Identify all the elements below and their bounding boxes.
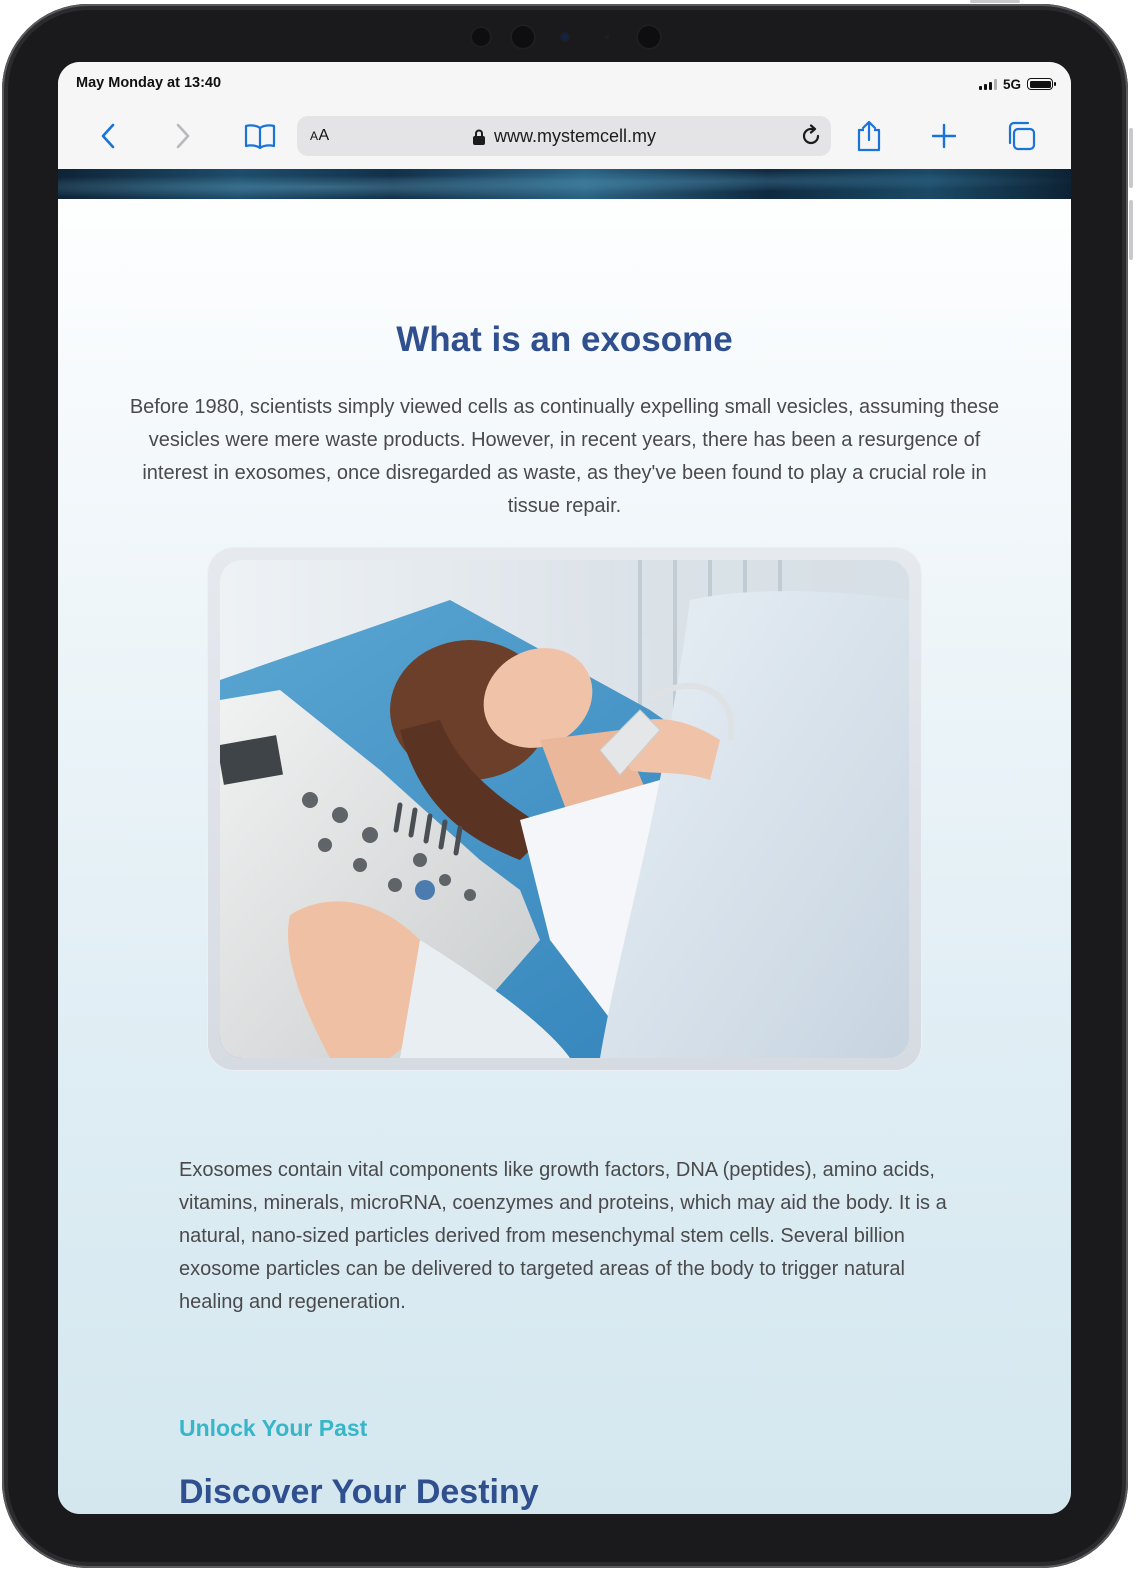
status-time: May Monday at 13:40 xyxy=(76,75,222,91)
page-settings-button[interactable]: AA xyxy=(310,127,330,144)
tabs-icon xyxy=(1006,121,1036,151)
share-icon xyxy=(856,120,882,152)
chevron-right-icon xyxy=(175,123,191,149)
lock-icon xyxy=(472,128,486,146)
section-title: What is an exosome xyxy=(396,320,733,359)
camera-housing xyxy=(464,22,674,52)
exosome-description: Exosomes contain vital components like growth factors, DNA (peptides), amino acids, vitamins, minerals, microRNA, coenzymes and proteins, which may aid the body. It is a natural, nano-sized particles derived from mesenchymal stem cells. Several billion exosome particles can be delivered to targeted areas of the body to trigger natural healing and regeneration. xyxy=(179,1159,947,1313)
address-bar[interactable] xyxy=(297,116,831,156)
screen xyxy=(58,62,1071,1514)
reload-button[interactable] xyxy=(799,124,823,153)
volume-down-button xyxy=(1129,200,1133,260)
back-button[interactable] xyxy=(88,117,128,155)
browser-toolbar xyxy=(58,106,1071,170)
reload-icon xyxy=(799,124,823,148)
hero-banner-edge xyxy=(58,169,1071,199)
url-text: www.mystemcell.my xyxy=(494,126,657,146)
section-kicker: Unlock Your Past xyxy=(179,1415,368,1441)
status-indicators xyxy=(979,76,1053,92)
tabs-overview-button[interactable] xyxy=(1001,117,1041,155)
new-tab-button[interactable] xyxy=(924,117,964,155)
forward-button[interactable] xyxy=(163,117,203,155)
network-type: 5G xyxy=(1002,76,1021,92)
book-icon xyxy=(244,123,276,149)
section-heading: Discover Your Destiny xyxy=(179,1473,539,1511)
battery-icon xyxy=(1027,78,1053,90)
chevron-left-icon xyxy=(100,123,116,149)
bookmarks-button[interactable] xyxy=(240,117,280,155)
image-frame xyxy=(208,548,921,1070)
status-bar xyxy=(58,62,1071,106)
signal-icon xyxy=(979,79,997,90)
web-page xyxy=(58,169,1071,1514)
intro-paragraph: Before 1980, scientists simply viewed cells as continually expelling small vesicles, assuming these vesicles were mere waste products. However, in recent years, there has been a resurgence of interest in exosomes, once disregarded as waste, as they've been found to play a crucial role in tissue repair. xyxy=(129,396,1000,517)
plus-icon xyxy=(931,123,957,149)
volume-up-button xyxy=(1129,128,1133,188)
share-button[interactable] xyxy=(849,117,889,155)
ultrasound-photo xyxy=(220,560,909,1058)
top-button xyxy=(970,0,1020,3)
